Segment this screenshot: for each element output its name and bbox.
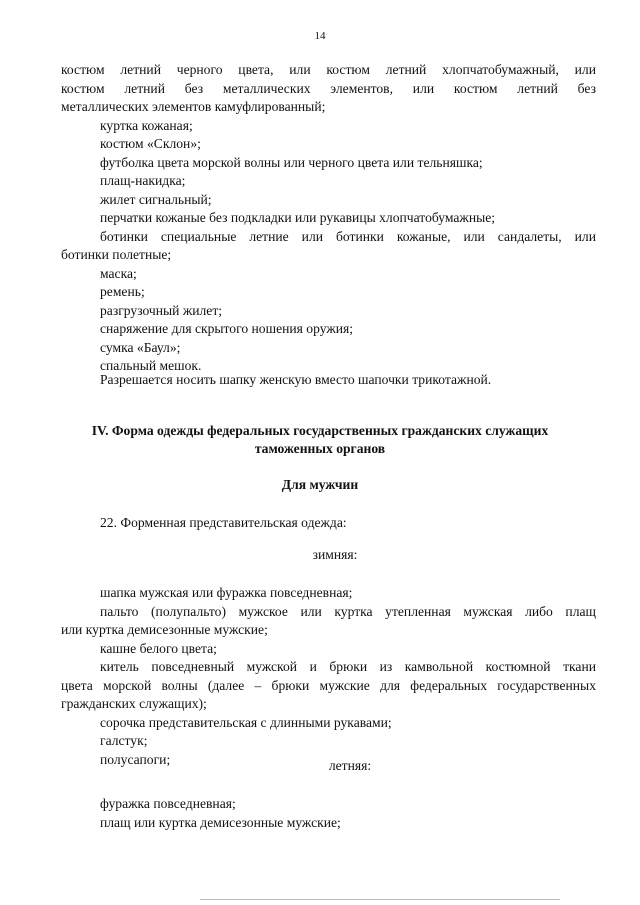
list-item: костюм «Склон»; — [100, 136, 201, 151]
list-item: разгрузочный жилет; — [100, 302, 223, 318]
list-item: спальный мешок. — [100, 358, 202, 373]
list-item: сумка «Баул»; — [100, 339, 181, 355]
list-item: плащ-накидка; — [100, 173, 186, 188]
list-item: китель повседневный мужской и брюки из камвольной костюмной ткани — [100, 659, 596, 674]
clause-title-text: 22. Форменная представительская одежда: — [100, 515, 347, 530]
list-item: жилет сигнальный; — [100, 191, 212, 207]
text-line: костюм летний черного цвета, или костюм летний хлопчатобумажный, или — [61, 62, 596, 77]
section-subheading: Для мужчин — [281, 477, 359, 492]
list-block-1 — [61, 61, 596, 376]
summer-label: летняя: — [328, 758, 372, 773]
page-number: 14 — [314, 30, 326, 42]
list-item: ремень; — [100, 284, 145, 299]
list-item: галстук; — [100, 733, 148, 748]
text-line: ботинки полетные; — [61, 247, 172, 262]
list-item: кашне белого цвета; — [100, 640, 217, 656]
clause-title — [61, 515, 596, 531]
list-item: перчатки кожаные без подкладки или рукавицы хлопчатобумажные; — [100, 210, 496, 225]
text-line: гражданских служащих); — [61, 696, 207, 711]
section-heading-line1: IV. Форма одежды федеральных государственных гражданских служащих — [91, 423, 549, 438]
list-item: полусапоги; — [100, 751, 171, 767]
section-heading-line2: таможенных органов — [254, 441, 386, 456]
text-line: металлических элементов камуфлированный; — [61, 99, 326, 114]
list-item: снаряжение для скрытого ношения оружия; — [100, 321, 354, 336]
list-item: куртка кожаная; — [100, 117, 193, 133]
list-item: ботинки специальные летние или ботинки кожаные, или сандалеты, или — [100, 228, 596, 244]
text-line: цвета морской волны (далее – брюки мужские для федеральных государственных — [61, 677, 596, 693]
list-item: фуражка повседневная; — [100, 796, 236, 811]
list-item: шапка мужская или фуражка повседневная; — [100, 585, 353, 600]
summer-items — [61, 795, 596, 832]
scan-edge-line — [200, 899, 560, 900]
list-item: плащ или куртка демисезонные мужские; — [100, 814, 341, 830]
list-item: пальто (полупальто) мужское или куртка утепленная мужская либо плащ — [100, 603, 596, 619]
list-item: сорочка представительская с длинными рукавами; — [100, 714, 392, 730]
list-item: маска; — [100, 265, 137, 281]
note-paragraph — [61, 372, 596, 388]
note-text: Разрешается носить шапку женскую вместо шапочки трикотажной. — [100, 372, 492, 387]
text-line: костюм летний без металлических элементов, или костюм летний без — [61, 80, 596, 96]
winter-items — [61, 584, 596, 769]
winter-label: зимняя: — [312, 547, 358, 562]
text-line: или куртка демисезонные мужские; — [61, 622, 268, 637]
list-item: футболка цвета морской волны или черного цвета или тельняшка; — [100, 154, 483, 170]
